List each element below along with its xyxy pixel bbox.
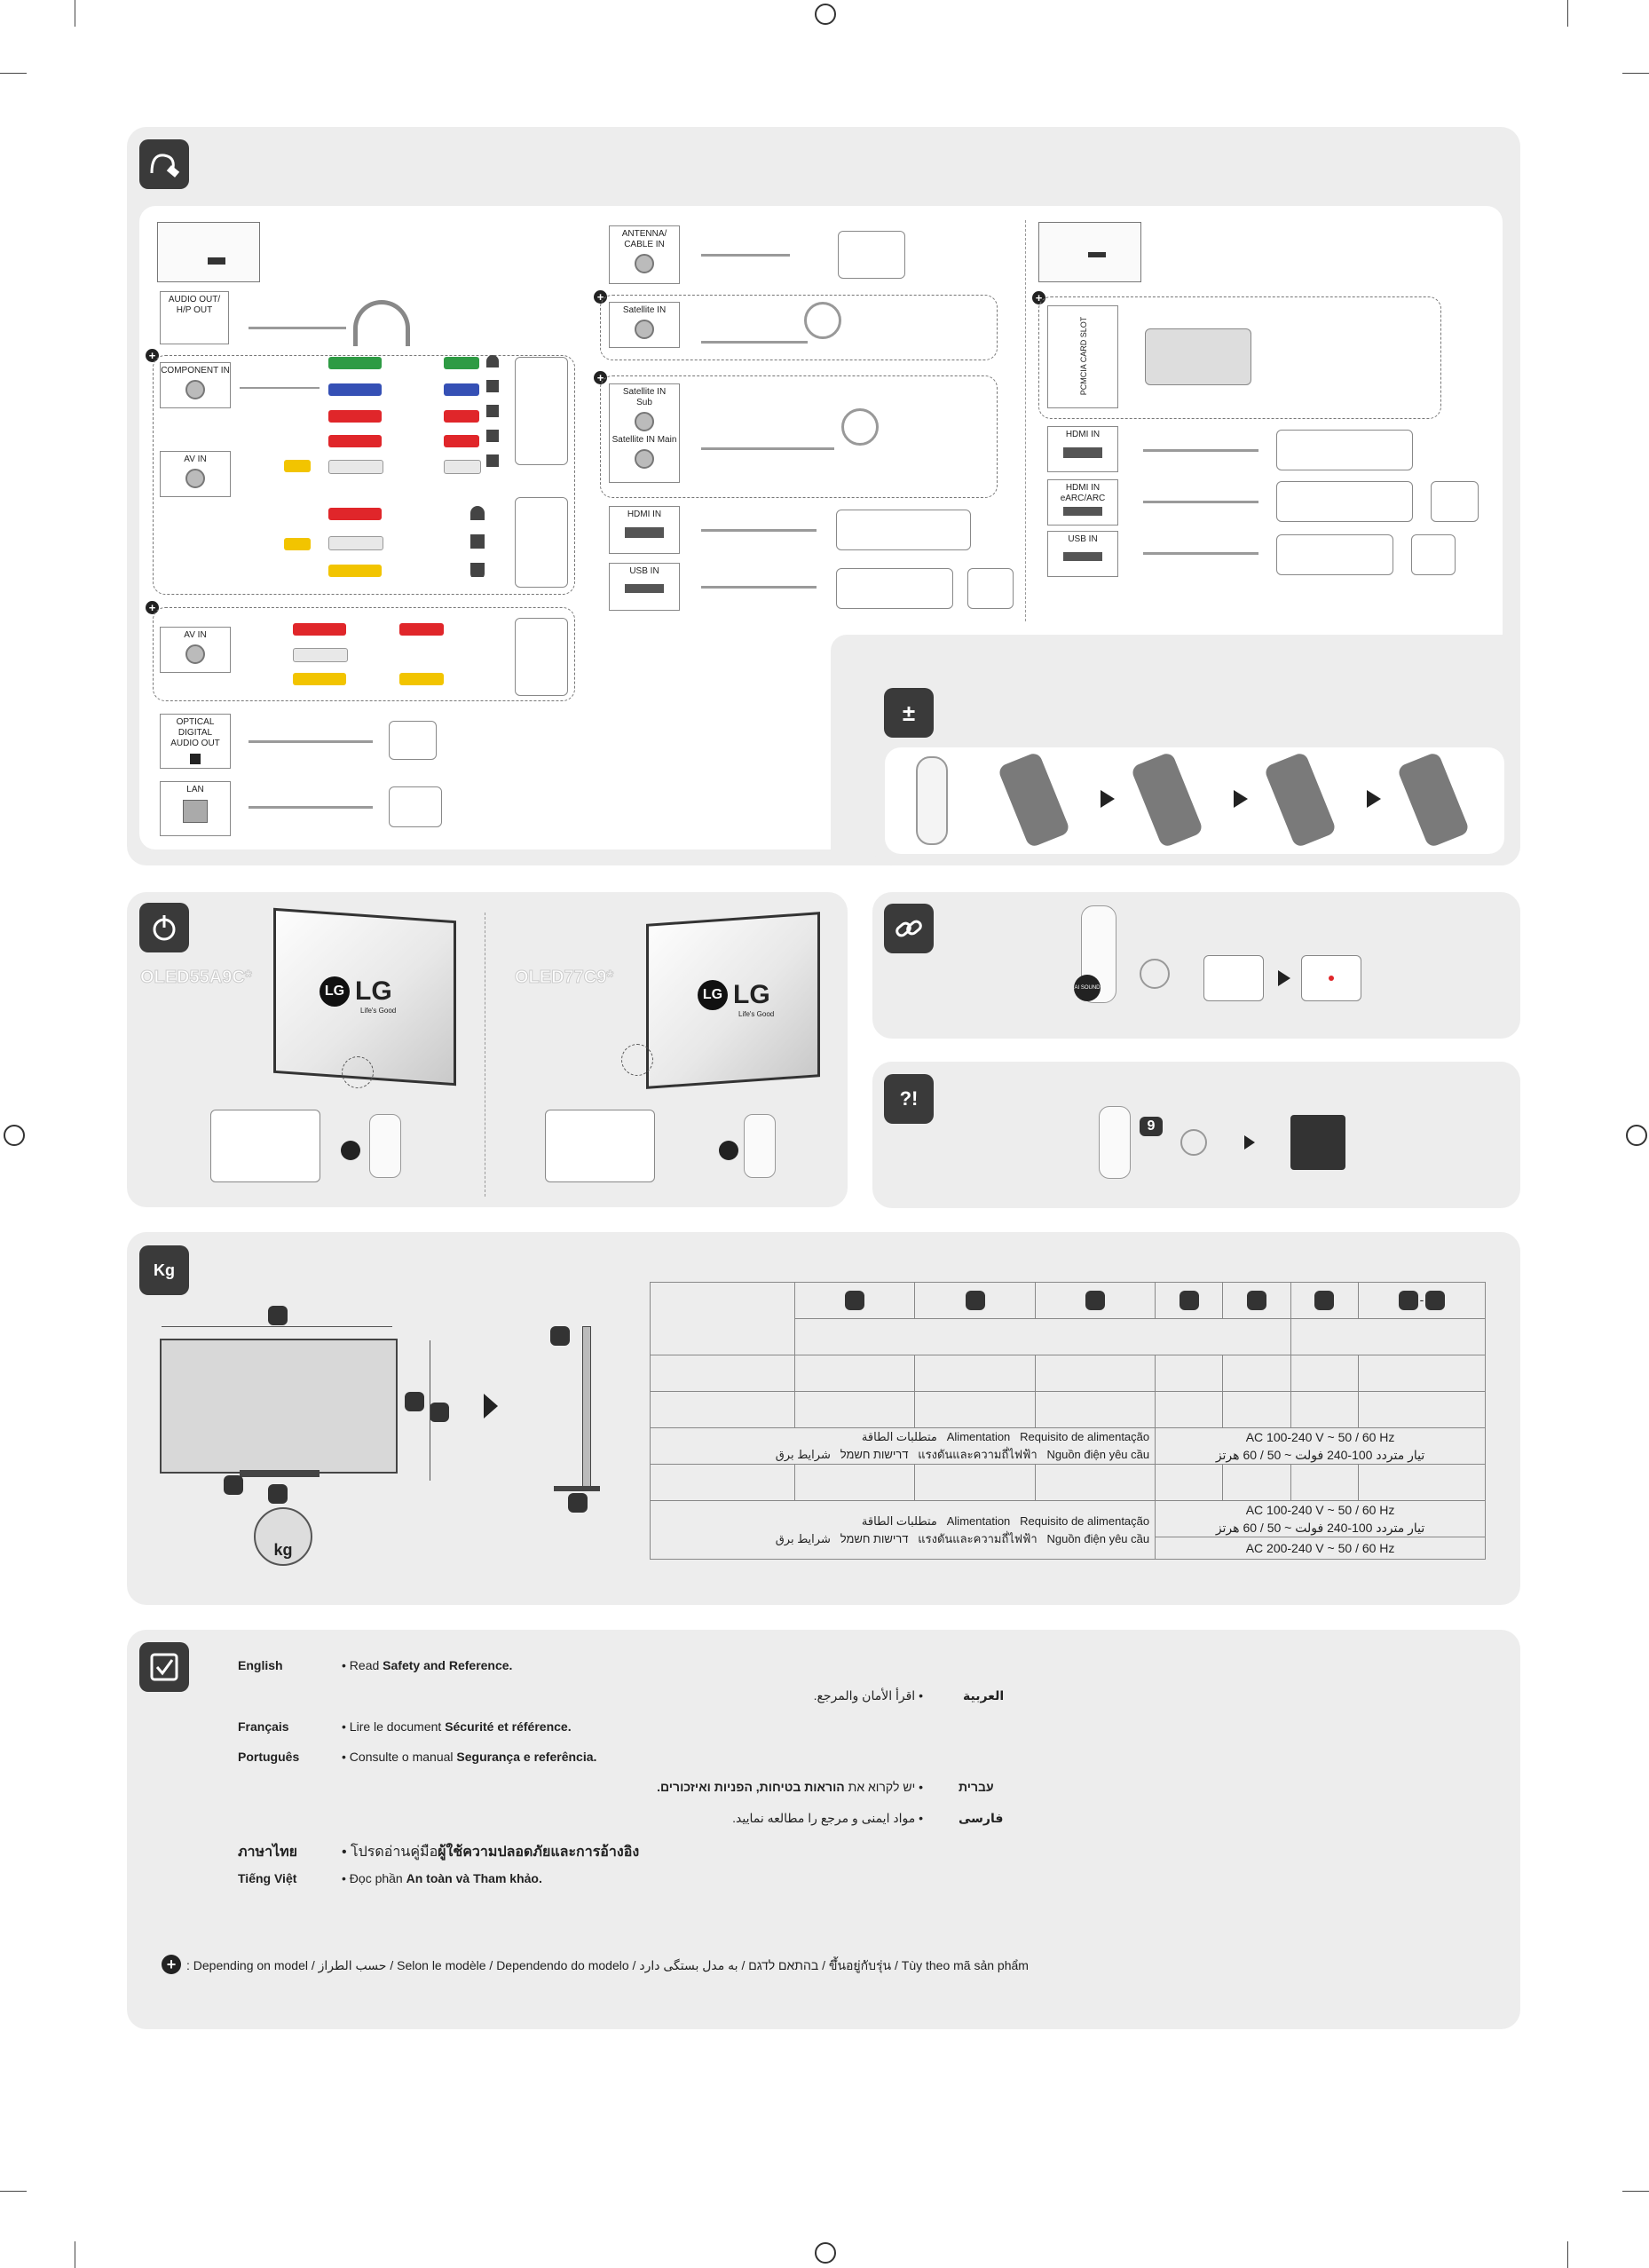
remote-battery-icon: [916, 756, 948, 845]
depending-on-model-note: : Depending on model / حسب الطراز / Selon le modèle / Dependendo do modelo / בהתאם לדגם / به مدل بستگی دارد / ขึ้นอยู่กับรุ่น / Tùy theo mã sản phẩm: [186, 1958, 1029, 1972]
power-button-icon: [719, 1141, 738, 1160]
av-jacks: [470, 506, 485, 581]
weight-icon: Kg: [139, 1245, 189, 1295]
arrow-icon: [1367, 790, 1381, 808]
usb-plug-icon: [967, 568, 1014, 609]
note-vietnamese: • Đọc phần An toàn và Tham khảo.: [342, 1871, 542, 1885]
power-button-highlight: [342, 1056, 374, 1088]
component-jacks: [486, 355, 499, 476]
rca-plug-green: [328, 357, 382, 369]
column-marker-b: [966, 1291, 985, 1310]
component-device-icon: [515, 357, 568, 465]
checklist-icon: [139, 1642, 189, 1692]
note-portuguese: • Consulte o manual Segurança e referência.: [342, 1750, 597, 1764]
registration-mark-icon: [1626, 1125, 1647, 1146]
model-label-left: OLED55A9C*: [140, 968, 252, 987]
rca-plug-yellow: [328, 565, 382, 577]
rca-plug-red: [399, 623, 444, 636]
rca-cable: [240, 387, 320, 389]
hdmi-cable: [1143, 501, 1258, 503]
rca-plug-red: [293, 623, 346, 636]
pcmcia-slot: PCMCIA CARD SLOT: [1047, 305, 1118, 408]
satellite-cable: [701, 447, 834, 450]
hdmi-port-middle: HDMI IN: [609, 506, 680, 554]
depending-on-model-icon: +: [146, 601, 159, 614]
tv-side-base: [554, 1486, 600, 1491]
tv-back-icon: [157, 222, 260, 282]
dimension-marker: [430, 1403, 449, 1422]
column-marker-d: [1180, 1291, 1199, 1310]
dimension-marker: [224, 1475, 243, 1495]
power-button-icon: [341, 1141, 360, 1160]
scale-icon: kg: [254, 1507, 312, 1566]
satellite-dish-icon: [804, 302, 841, 339]
hdmi-cable: [701, 529, 817, 532]
battery-icon: ±: [884, 688, 934, 738]
dimension-marker: [268, 1484, 288, 1504]
depending-on-model-icon: +: [162, 1955, 181, 1974]
registration-mark-icon: [815, 4, 836, 25]
column-divider: [1025, 220, 1026, 621]
ai-sound-badge: AI SOUND: [1074, 975, 1101, 1001]
note-persian: • مواد ایمنی و مرجع را مطالعه نمایید.: [732, 1811, 923, 1825]
optical-cable: [249, 740, 373, 743]
lang-thai: ภาษาไทย: [238, 1845, 298, 1860]
av-device-icon-2: [515, 618, 568, 696]
hand-press-icon: [210, 1110, 320, 1182]
dimension-marker: [268, 1306, 288, 1325]
rca-plug-blue: [444, 383, 479, 396]
tv-front-diagram: [160, 1339, 398, 1474]
tv-side-diagram: [582, 1326, 591, 1488]
rca-plug-yellow: [284, 460, 311, 472]
cable-icon: [139, 139, 189, 189]
rca-plug-red: [328, 435, 382, 447]
antenna-icon: [838, 231, 905, 279]
hdmi-devices-icon: [1276, 481, 1413, 522]
dimension-marker: [568, 1493, 588, 1513]
soundbar-icon: [389, 721, 437, 760]
help-icon: ?!: [884, 1074, 934, 1124]
note-hebrew: • יש לקרוא את הוראות בטיחות, הפניות ואיזכורים.: [657, 1780, 923, 1794]
rca-plug-white: [293, 648, 348, 662]
power-icon: [139, 903, 189, 952]
component-in-port: COMPONENT IN: [160, 362, 231, 408]
soundbar-icon: [1431, 481, 1479, 522]
lg-logo: LG LG Life's Good: [698, 980, 770, 1010]
hand-press-icon: [545, 1110, 655, 1182]
lan-port: LAN: [160, 781, 231, 836]
crop-mark: [1567, 2241, 1568, 2268]
satellite-sub-port: Satellite IN Sub Satellite IN Main: [609, 383, 680, 483]
note-thai: • โปรดอ่านคู่มือผู้ใช้ความปลอดภัยและการอ้างอิง: [342, 1845, 640, 1860]
lang-arabic: العربية: [963, 1688, 1005, 1703]
av-device-icon: [515, 497, 568, 588]
dimension-marker: [550, 1326, 570, 1346]
optical-out-port: OPTICAL DIGITAL AUDIO OUT: [160, 714, 231, 769]
tv-screen-icon: [1203, 955, 1264, 1001]
rca-plug-white: [328, 536, 383, 550]
tv-screen-paired-icon: [1301, 955, 1361, 1001]
column-marker-e: [1247, 1291, 1266, 1310]
rca-plug-red: [328, 508, 382, 520]
rca-plug-red: [444, 410, 479, 423]
crop-mark: [1622, 73, 1649, 74]
crop-mark: [0, 73, 27, 74]
remote-icon: [744, 1114, 776, 1178]
column-marker-g: [1399, 1291, 1418, 1310]
rotate-arrow-icon: [484, 1394, 498, 1418]
antenna-cable: [701, 254, 790, 257]
hdmi-port-right: HDMI IN: [1047, 426, 1118, 472]
lan-cable: [249, 806, 373, 809]
satellite-cable: [701, 341, 808, 344]
rca-plug-yellow: [293, 673, 346, 685]
router-icon: [389, 786, 442, 827]
usb-port-middle: USB IN: [609, 563, 680, 611]
lg-logo: LG LG Life's Good: [320, 976, 392, 1007]
usb-port-right: USB IN: [1047, 531, 1118, 577]
power-button-highlight: [621, 1044, 653, 1076]
lang-vietnamese: Tiếng Việt: [238, 1871, 297, 1885]
rca-plug-yellow: [284, 538, 311, 550]
satellite-port: Satellite IN: [609, 302, 680, 348]
usb-devices-icon: [836, 568, 953, 609]
av-in-port-2: AV IN: [160, 627, 231, 673]
timer-icon: [1180, 1129, 1207, 1156]
ci-module-icon: [1145, 328, 1251, 385]
depending-on-model-icon: +: [594, 371, 607, 384]
note-arabic: • اقرأ الأمان والمرجع.: [813, 1688, 923, 1703]
note-french: • Lire le document Sécurité et référence.: [342, 1719, 572, 1734]
column-marker-c: [1085, 1291, 1105, 1310]
arrow-icon: [1244, 1135, 1255, 1150]
arrow-icon: [1234, 790, 1248, 808]
registration-mark-icon: [815, 2242, 836, 2264]
support-agent-icon: [1290, 1115, 1345, 1170]
model-label-right: OLED77C9*: [515, 968, 614, 987]
crop-mark: [0, 2191, 27, 2192]
audio-out-port: AUDIO OUT/ H/P OUT: [160, 291, 229, 344]
rca-plug-white: [328, 460, 383, 474]
depending-on-model-icon: +: [1032, 291, 1045, 304]
lang-hebrew: עברית: [959, 1780, 994, 1794]
dimension-line: [162, 1326, 392, 1327]
pairing-panel: [872, 892, 1520, 1039]
note-english: • Read Safety and Reference.: [342, 1658, 513, 1672]
timer-icon: [1140, 959, 1170, 989]
lang-persian: فارسی: [959, 1811, 1004, 1825]
hdmi-devices-icon: [1276, 430, 1413, 470]
tv-port-marker: [208, 257, 225, 265]
dimension-marker: [405, 1392, 424, 1411]
usb-plug-icon: [1411, 534, 1456, 575]
lang-french: Français: [238, 1719, 289, 1734]
antenna-port: ANTENNA/ CABLE IN: [609, 225, 680, 284]
registration-mark-icon: [4, 1125, 25, 1146]
link-icon: [884, 904, 934, 953]
lang-english: English: [238, 1658, 283, 1672]
depending-on-model-icon: +: [594, 290, 607, 304]
headphone-cable: [249, 327, 346, 329]
hdmi-cable: [1143, 449, 1258, 452]
av-in-port-1: AV IN: [160, 451, 231, 497]
remote-icon: [1099, 1106, 1131, 1179]
usb-cable: [701, 586, 817, 589]
hdmi-earc-port: HDMI IN eARC/ARC: [1047, 479, 1118, 526]
rca-plug-yellow: [399, 673, 444, 685]
crop-mark: [1567, 0, 1568, 27]
column-marker-a: [845, 1291, 864, 1310]
tv-port-marker: [1088, 252, 1106, 257]
remote-icon: [369, 1114, 401, 1178]
hdmi-devices-icon: [836, 510, 971, 550]
spec-table: - متطلبات الطاقة Alimentation Requisito de alimentação דרישות חשמל شرايط برق แรงดันและความถี่ไฟฟ้า Nguồn điện yêu cầu AC 100-240 V ~ 50 / 60 Hz تيار متردد 100-240 فولت ~ 50 / 60 هرتز متطلبات الطاقة Alimentation Requisito de alimentação דרישות חשמל شرايط برق แรงดันและความถี่ไฟฟ้า Nguồn điện yêu cầu AC 100-240 V ~ 50 / 60 Hz تيار متردد 100-240 فولت ~ 50 / 60 هرتز AC 200-240 V ~ 50 / 60 Hz: [650, 1282, 1486, 1560]
rca-plug-blue: [328, 383, 382, 396]
arrow-icon: [1101, 790, 1115, 808]
crop-mark: [1622, 2191, 1649, 2192]
usb-cable: [1143, 552, 1258, 555]
depending-on-model-icon: +: [146, 349, 159, 362]
satellite-dish-icon: [841, 408, 879, 446]
arrow-icon: [1278, 970, 1290, 986]
tv-stand-diagram: [240, 1470, 320, 1477]
rca-plug-white: [444, 460, 481, 474]
column-marker-f: [1314, 1291, 1334, 1310]
rca-plug-red: [444, 435, 479, 447]
lang-portuguese: Português: [238, 1750, 300, 1764]
help-number-badge: 9: [1140, 1117, 1163, 1136]
rca-plug-green: [444, 357, 479, 369]
usb-devices-icon: [1276, 534, 1393, 575]
rca-plug-red: [328, 410, 382, 423]
